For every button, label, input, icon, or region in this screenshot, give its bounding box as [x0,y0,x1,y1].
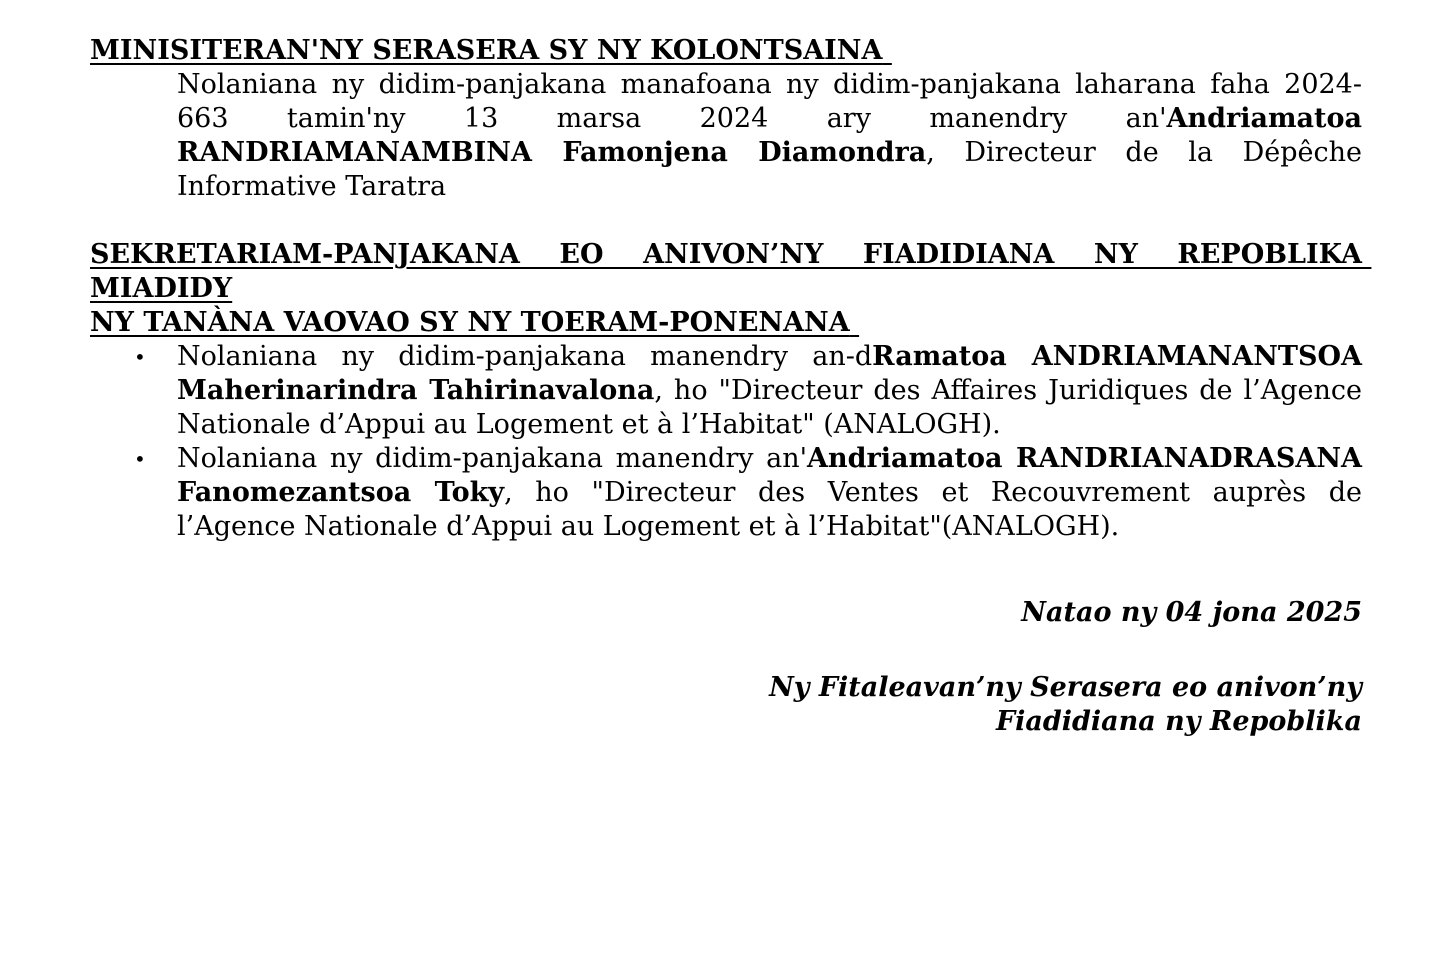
signer-line-2: Fiadidiana ny Repoblika [995,706,1362,737]
appointee-name: Andriamatoa RANDRIAMANAMBINA Famonjena Diamondra [177,103,1362,168]
decree-text: Nolaniana ny didim-panjakana manendry an' [177,443,808,474]
appointee-name: Andriamatoa RANDRIANADRASANA Fanomezantsoa Toky [177,443,1362,508]
decree-list [90,340,1362,544]
appointee-title: , ho "Directeur des Ventes et Recouvrement auprès de l’Agence Nationale d’Appui au Logement et à l’Habitat"(ANALOGH). [177,477,1362,542]
list-item [90,340,1362,442]
decree-paragraph [177,68,1362,204]
section-heading-secretariat [90,238,1372,340]
signer-line-1: Ny Fitaleavan’ny Serasera eo anivon’ny [769,672,1362,703]
section-heading-secretariat-line1: SEKRETARIAM-PANJAKANA EO ANIVON’NY FIADIDIANA NY REPOBLIKA MIADIDY [90,239,1372,304]
appointee-title: , Directeur de la Dépêche Informative Taratra [177,137,1363,202]
section-heading-secretariat-line2: NY TANÀNA VAOVAO SY NY TOERAM-PONENANA [90,307,850,338]
signature-block [769,671,1362,739]
section-heading-ministry [90,34,1362,68]
appointee-title: , ho "Directeur des Affaires Juridiques de l’Agence Nationale d’Appui au Logement et à l’Habitat" (ANALOGH). [177,375,1362,440]
bullet-icon: • [134,447,146,471]
decree-text: Nolaniana ny didim-panjakana manendry an-d [177,341,873,372]
appointee-name: Ramatoa ANDRIAMANANTSOA Maherinarindra Tahirinavalona [177,341,1362,406]
decree-text: Nolaniana ny didim-panjakana manafoana ny didim-panjakana laharana faha 2024-663 tamin'ny 13 marsa 2024 ary manendry an' [177,69,1362,134]
document-body [90,34,1372,544]
section-secretariat [90,238,1372,544]
section-heading-ministry-text: MINISITERAN'NY SERASERA SY NY KOLONTSAINA [90,35,883,66]
list-item [90,442,1362,544]
signature-date: Natao ny 04 jona 2025 [1021,597,1362,628]
bullet-icon: • [134,345,146,369]
